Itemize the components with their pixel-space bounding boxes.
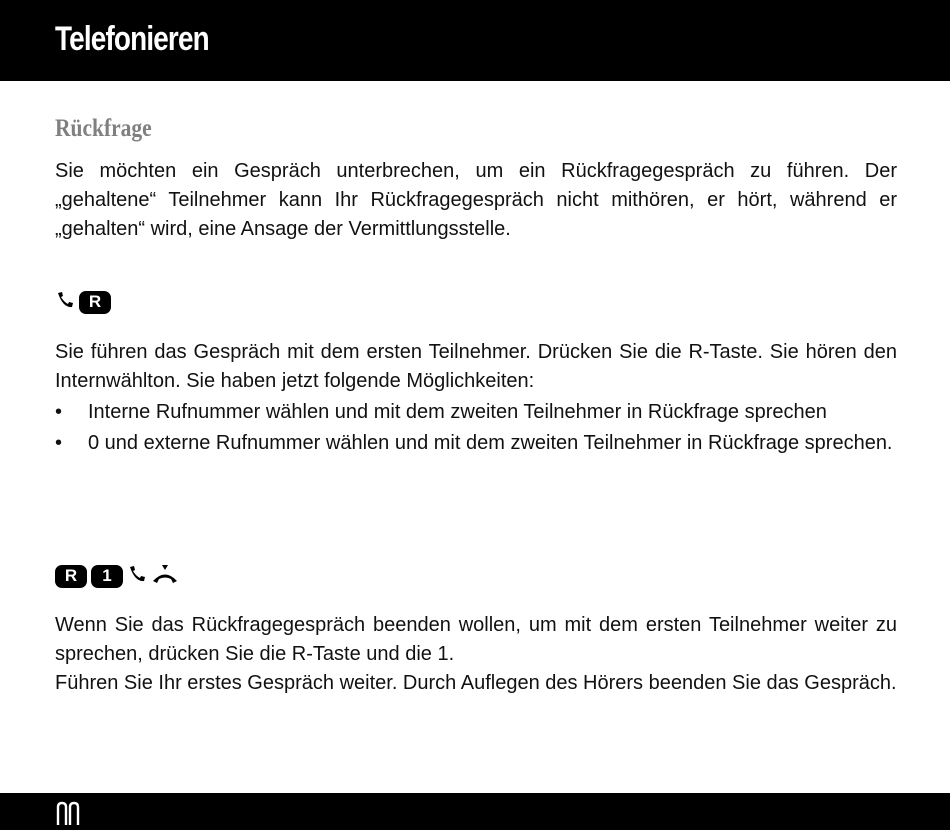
list-item bbox=[55, 429, 897, 458]
intro-paragraph: Sie möchten ein Gespräch unterbrechen, um ein Rückfragegespräch zu führen. Der „gehaltene“ Teilnehmer kann Ihr Rückfragegespräch nicht mithören, er hört, während er „gehalten“ wird, eine Ansage der Vermittlungsstelle. bbox=[55, 160, 897, 240]
step2-paragraph bbox=[55, 611, 897, 698]
r-key-icon: R bbox=[79, 291, 111, 314]
bullet-marker: • bbox=[55, 401, 63, 423]
header-bar bbox=[0, 0, 950, 81]
step2-icon-row bbox=[55, 563, 179, 589]
step2-text-line1: Wenn Sie das Rückfragegespräch beenden wollen, um mit dem ersten Teilnehmer weiter zu sprechen, drücken Sie die R-Taste und die 1. bbox=[55, 614, 897, 665]
page-number-icon bbox=[55, 801, 81, 830]
r-key-icon: R bbox=[55, 565, 87, 588]
handset-icon bbox=[127, 564, 147, 589]
list-item bbox=[55, 398, 897, 427]
footer-bar bbox=[0, 793, 950, 830]
handset-icon bbox=[55, 290, 75, 315]
section-title: Rückfrage bbox=[55, 115, 152, 142]
step1-paragraph: Sie führen das Gespräch mit dem ersten Teilnehmer. Drücken Sie die R-Taste. Sie hören den Internwählton. Sie haben jetzt folgende Möglichkeiten: bbox=[55, 341, 897, 392]
step1-icon-row bbox=[55, 289, 111, 315]
page-title: Telefonieren bbox=[55, 20, 209, 58]
options-list bbox=[55, 398, 897, 460]
list-item-text: 0 und externe Rufnummer wählen und mit dem zweiten Teilnehmer in Rückfrage sprechen. bbox=[88, 432, 893, 454]
one-key-icon: 1 bbox=[91, 565, 123, 588]
list-item-text: Interne Rufnummer wählen und mit dem zweiten Teilnehmer in Rückfrage sprechen bbox=[88, 401, 827, 423]
step2-text-line2: Führen Sie Ihr erstes Gespräch weiter. Durch Auflegen des Hörers beenden Sie das Gespräch. bbox=[55, 672, 897, 694]
bullet-marker: • bbox=[55, 432, 63, 454]
hang-up-icon bbox=[151, 563, 179, 590]
